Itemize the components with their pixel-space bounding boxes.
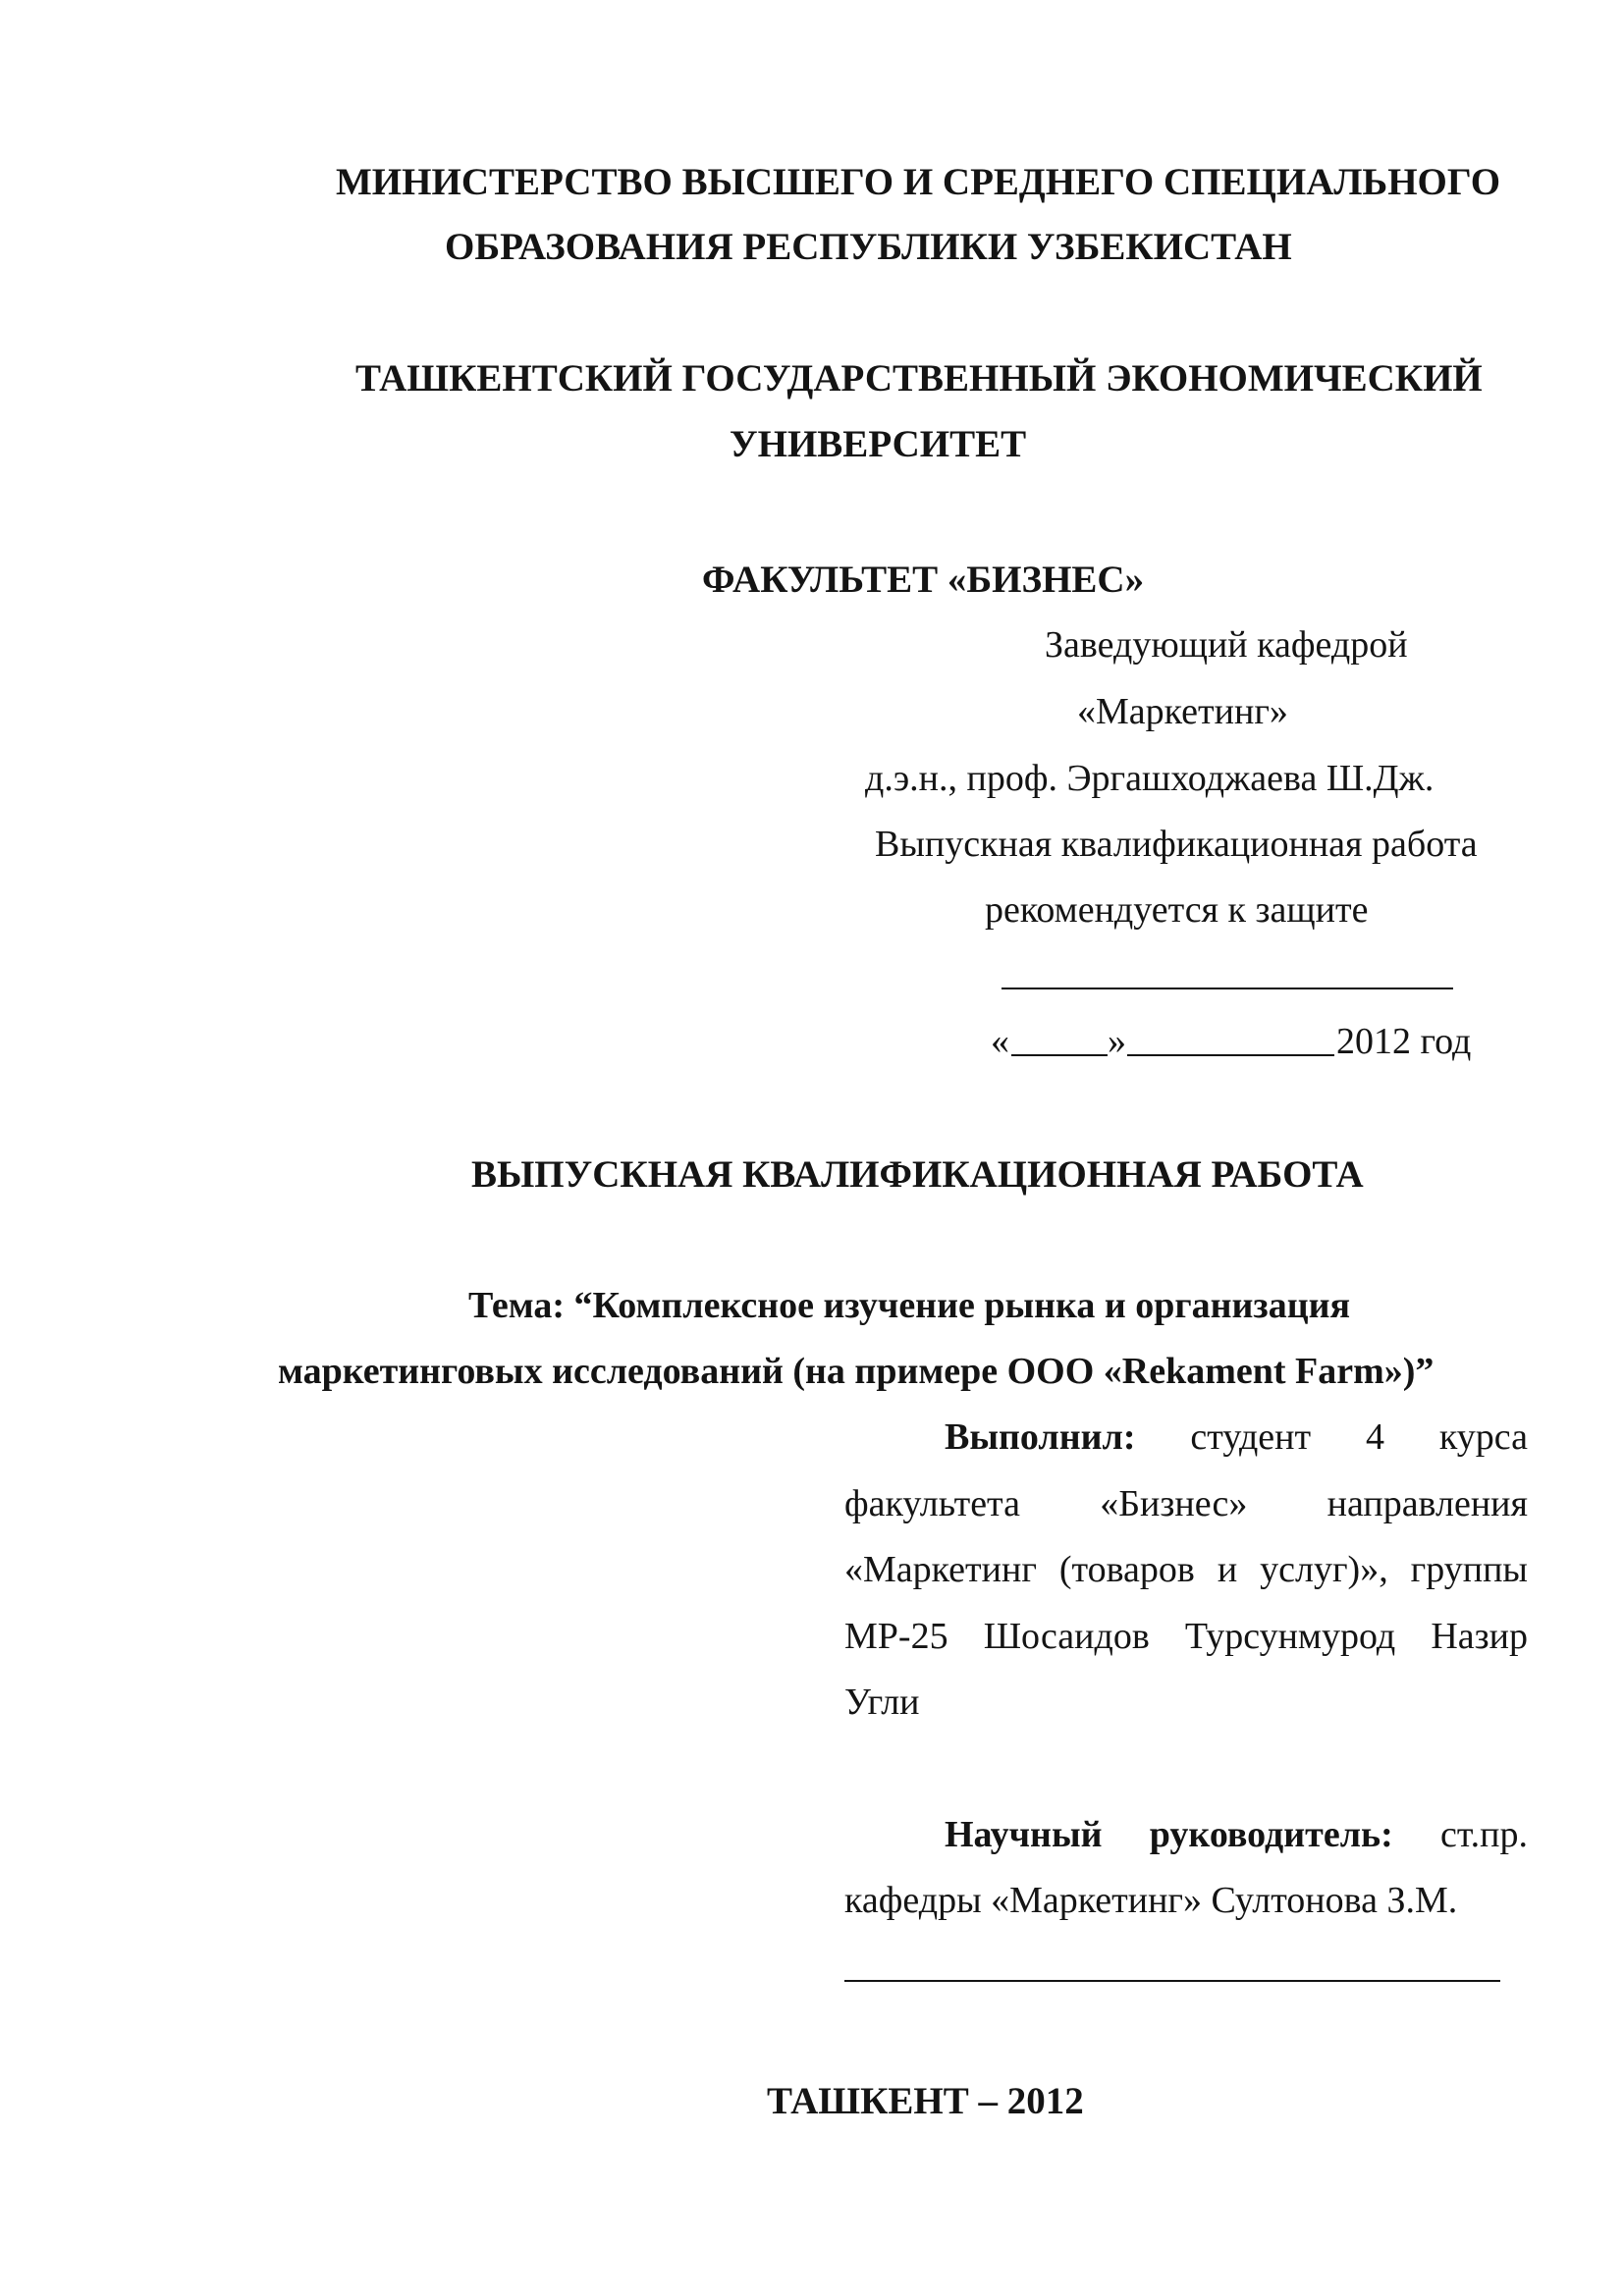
author-line5: Угли (844, 1682, 920, 1723)
approval-department-name: «Маркетинг» (1077, 691, 1288, 732)
university-heading-line1: ТАШКЕНТСКИЙ ГОСУДАРСТВЕННЫЙ ЭКОНОМИЧЕСКИЙ (355, 357, 1483, 400)
approval-head-of-department: Заведующий кафедрой (1045, 624, 1408, 666)
author-text: услуг)», (1260, 1549, 1388, 1590)
author-label: Выполнил: (945, 1416, 1136, 1458)
approval-date-year: 2012 год (1336, 1021, 1472, 1062)
author-text: факультета (844, 1483, 1020, 1524)
approval-head-name: д.э.н., проф. Эргашходжаева Ш.Дж. (865, 758, 1435, 799)
author-line1 (945, 1418, 1528, 1456)
work-title: ВЫПУСКНАЯ КВАЛИФИКАЦИОННАЯ РАБОТА (471, 1153, 1364, 1196)
author-text: направления (1326, 1483, 1528, 1524)
author-line2 (844, 1485, 1528, 1522)
approval-signature-line (1001, 988, 1453, 989)
author-text: МР-25 (844, 1616, 948, 1657)
author-text: Назир (1431, 1616, 1528, 1657)
topic-line1: Тема: “Комплексное изучение рынка и организация (468, 1285, 1351, 1326)
author-line3 (844, 1551, 1528, 1588)
supervisor-signature-line (844, 1980, 1500, 1982)
approval-date-open-quote: « (991, 1021, 1009, 1062)
supervisor-line2: кафедры «Маркетинг» Султонова З.М. (844, 1880, 1458, 1921)
author-text: «Бизнес» (1100, 1483, 1248, 1524)
approval-recommended: рекомендуется к защите (985, 889, 1369, 931)
supervisor-label: руководитель: (1149, 1814, 1393, 1855)
approval-date-day-blank (1011, 1054, 1108, 1056)
author-text: студент (1190, 1416, 1312, 1458)
ministry-heading-line1: МИНИСТЕРСТВО ВЫСШЕГО И СРЕДНЕГО СПЕЦИАЛЬНОГО (336, 161, 1501, 203)
approval-date-close-quote: » (1108, 1021, 1126, 1062)
faculty-heading: ФАКУЛЬТЕТ «БИЗНЕС» (702, 559, 1145, 601)
supervisor-title: ст.пр. (1440, 1814, 1528, 1855)
author-text: группы (1410, 1549, 1528, 1590)
approval-work-label: Выпускная квалификационная работа (875, 824, 1478, 865)
author-text: Шосаидов (983, 1616, 1150, 1657)
supervisor-label: Научный (945, 1814, 1103, 1855)
author-text: курса (1438, 1416, 1528, 1458)
author-text: Турсунмурод (1184, 1616, 1396, 1657)
topic-line2: маркетинговых исследований (на примере ООО «Rekament Farm»)” (278, 1351, 1435, 1392)
approval-date-month-blank (1127, 1054, 1334, 1056)
university-heading-line2: УНИВЕРСИТЕТ (730, 423, 1027, 465)
author-text: 4 (1365, 1416, 1384, 1458)
author-text: «Маркетинг (844, 1549, 1037, 1590)
ministry-heading-line2: ОБРАЗОВАНИЯ РЕСПУБЛИКИ УЗБЕКИСТАН (445, 226, 1292, 268)
supervisor-line1 (945, 1816, 1528, 1853)
author-text: (товаров (1058, 1549, 1195, 1590)
city-year: ТАШКЕНТ – 2012 (767, 2080, 1084, 2122)
author-line4 (844, 1618, 1528, 1655)
author-text: и (1217, 1549, 1238, 1590)
